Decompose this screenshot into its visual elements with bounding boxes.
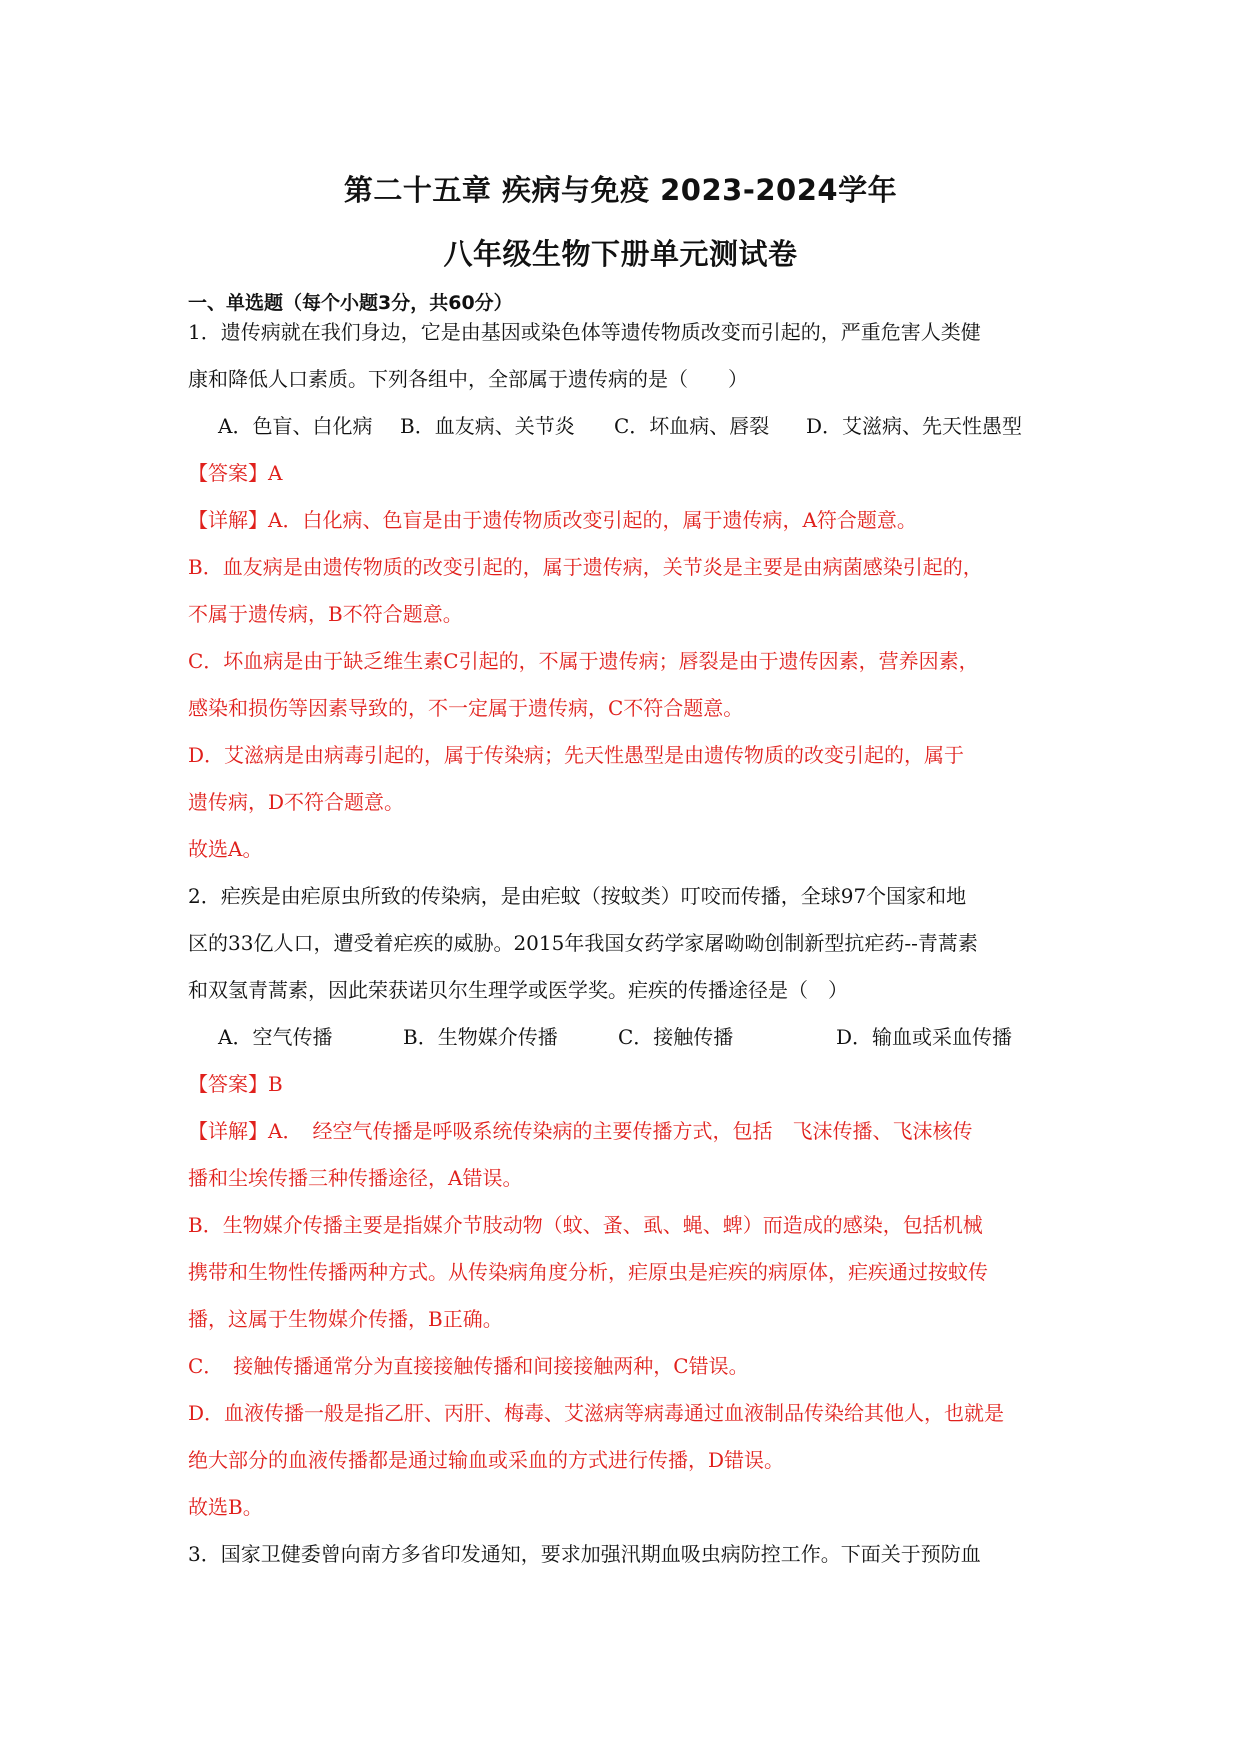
q1-answer: 【答案】A <box>188 461 283 485</box>
q2-option-a: A．空气传播 <box>218 1025 333 1049</box>
q2-stem-line3: 和双氢青蒿素，因此荣获诺贝尔生理学或医学奖。疟疾的传播途径是（ ） <box>188 978 848 1002</box>
q2-option-b: B．生物媒介传播 <box>403 1025 558 1049</box>
q1-option-c: C．坏血病、唇裂 <box>614 414 770 438</box>
doc-title-line2: 八年级生物下册单元测试卷 <box>443 237 798 271</box>
q1-explanation-line: 不属于遗传病，B不符合题意。 <box>188 602 463 626</box>
doc-title-line1: 第二十五章 疾病与免疫 2023-2024学年 <box>343 173 898 207</box>
q3-stem-line1: 3．国家卫健委曾向南方多省印发通知，要求加强汛期血吸虫病防控工作。下面关于预防血 <box>188 1542 981 1566</box>
q1-explanation-line: C．坏血病是由于缺乏维生素C引起的，不属于遗传病；唇裂是由于遗传因素，营养因素， <box>188 649 979 673</box>
q1-option-a: A．色盲、白化病 <box>218 414 373 438</box>
q2-explanation-line: C． 接触传播通常分为直接接触传播和间接接触两种，C错误。 <box>188 1354 749 1378</box>
q1-explanation-line: B．血友病是由遗传物质的改变引起的，属于遗传病，关节炎是主要是由病菌感染引起的， <box>188 555 983 579</box>
q1-explanation-line: 遗传病，D不符合题意。 <box>188 790 405 814</box>
q2-option-d: D．输血或采血传播 <box>836 1025 1013 1049</box>
q1-option-b: B．血友病、关节炎 <box>400 414 575 438</box>
q2-conclusion: 故选B。 <box>188 1495 263 1519</box>
q1-stem-line1: 1．遗传病就在我们身边，它是由基因或染色体等遗传物质改变而引起的，严重危害人类健 <box>188 320 981 344</box>
section-heading: 一、单选题（每个小题3分，共60分） <box>188 292 513 314</box>
q2-explanation-line: 绝大部分的血液传播都是通过输血或采血的方式进行传播，D错误。 <box>188 1448 785 1472</box>
q2-explanation-line: 播，这属于生物媒介传播，B正确。 <box>188 1307 503 1331</box>
q1-explanation-line: 感染和损伤等因素导致的，不一定属于遗传病，C不符合题意。 <box>188 696 744 720</box>
q1-conclusion: 故选A。 <box>188 837 263 861</box>
q2-explanation-line: 播和尘埃传播三种传播途径，A错误。 <box>188 1166 523 1190</box>
q2-explanation-line: D．血液传播一般是指乙肝、丙肝、梅毒、艾滋病等病毒通过血液制品传染给其他人，也就是 <box>188 1401 1005 1425</box>
q1-explanation-line: D．艾滋病是由病毒引起的，属于传染病；先天性愚型是由遗传物质的改变引起的，属于 <box>188 743 965 767</box>
q2-explanation-line: 【详解】A． 经空气传播是呼吸系统传染病的主要传播方式，包括 飞沫传播、飞沫核传 <box>188 1119 973 1143</box>
q1-option-d: D．艾滋病、先天性愚型 <box>806 414 1023 438</box>
q2-answer: 【答案】B <box>188 1072 283 1096</box>
q2-stem-line2: 区的33亿人口，遭受着疟疾的威胁。2015年我国女药学家屠呦呦创制新型抗疟药--青蒿素 <box>188 931 978 955</box>
q1-explanation-line: 【详解】A．白化病、色盲是由于遗传物质改变引起的，属于遗传病，A符合题意。 <box>188 508 917 532</box>
q2-stem-line1: 2．疟疾是由疟原虫所致的传染病，是由疟蚊（按蚊类）叮咬而传播，全球97个国家和地 <box>188 884 967 908</box>
q1-stem-line2: 康和降低人口素质。下列各组中，全部属于遗传病的是（ ） <box>188 367 748 391</box>
q2-explanation-line: 携带和生物性传播两种方式。从传染病角度分析，疟原虫是疟疾的病原体，疟疾通过按蚊传 <box>188 1260 988 1284</box>
q2-option-c: C．接触传播 <box>618 1025 734 1049</box>
q2-explanation-line: B．生物媒介传播主要是指媒介节肢动物（蚊、蚤、虱、蝇、蜱）而造成的感染，包括机械 <box>188 1213 983 1237</box>
